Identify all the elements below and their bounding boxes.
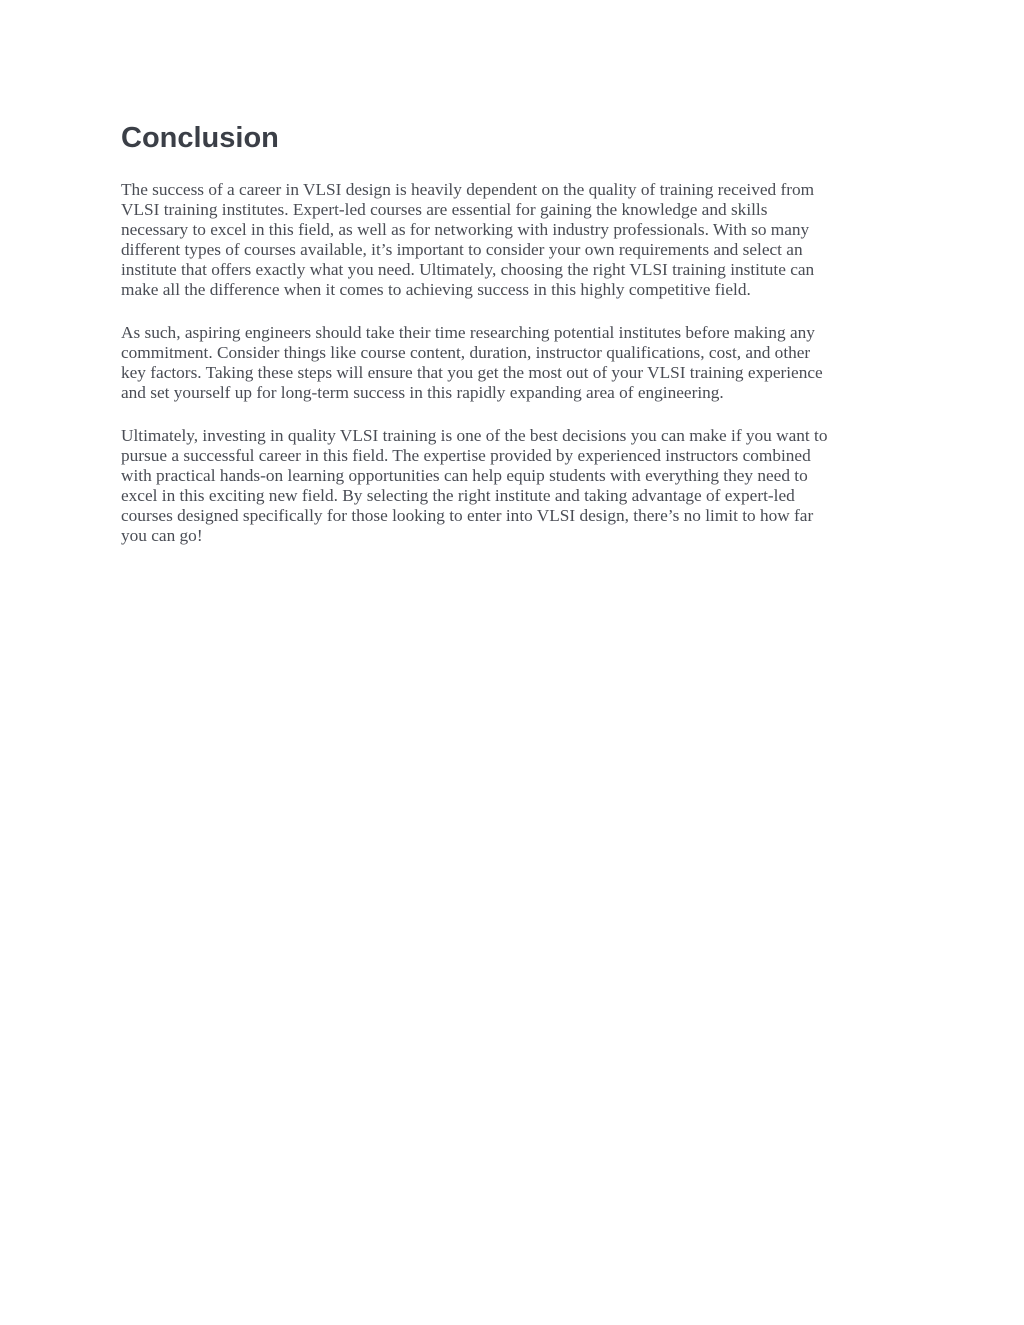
text-line: VLSI training institutes. Expert-led courses are essential for gaining the knowledge and skills — [121, 200, 768, 219]
text-line: you can go! — [121, 526, 203, 545]
text-line: and set yourself up for long-term success in this rapidly expanding area of engineering. — [121, 383, 724, 402]
text-line: The success of a career in VLSI design is heavily dependent on the quality of training received from — [121, 180, 815, 199]
text-line: pursue a successful career in this field. The expertise provided by experienced instructors combined — [121, 446, 811, 465]
text-line: with practical hands-on learning opportunities can help equip students with everything they need to — [121, 466, 808, 485]
section-heading: Conclusion — [121, 122, 279, 154]
text-line: different types of courses available, it’s important to consider your own requirements and select an — [121, 240, 803, 259]
text-line: Ultimately, investing in quality VLSI training is one of the best decisions you can make if you want to — [121, 426, 828, 445]
text-line: necessary to excel in this field, as well as for networking with industry professionals. With so many — [121, 220, 810, 239]
paragraph-1 — [121, 180, 911, 300]
paragraph-2 — [121, 323, 911, 403]
text-line: As such, aspiring engineers should take their time researching potential institutes before making any — [121, 323, 815, 342]
text-line: courses designed specifically for those looking to enter into VLSI design, there’s no limit to how far — [121, 506, 814, 525]
text-line: commitment. Consider things like course content, duration, instructor qualifications, cost, and other — [121, 343, 811, 362]
paragraph-3 — [121, 426, 911, 546]
text-line: make all the difference when it comes to achieving success in this highly competitive field. — [121, 280, 751, 299]
text-line: institute that offers exactly what you need. Ultimately, choosing the right VLSI training institute can — [121, 260, 815, 279]
text-line: key factors. Taking these steps will ensure that you get the most out of your VLSI training experience — [121, 363, 823, 382]
text-line: excel in this exciting new field. By selecting the right institute and taking advantage of expert-led — [121, 486, 795, 505]
document-content — [121, 118, 911, 569]
